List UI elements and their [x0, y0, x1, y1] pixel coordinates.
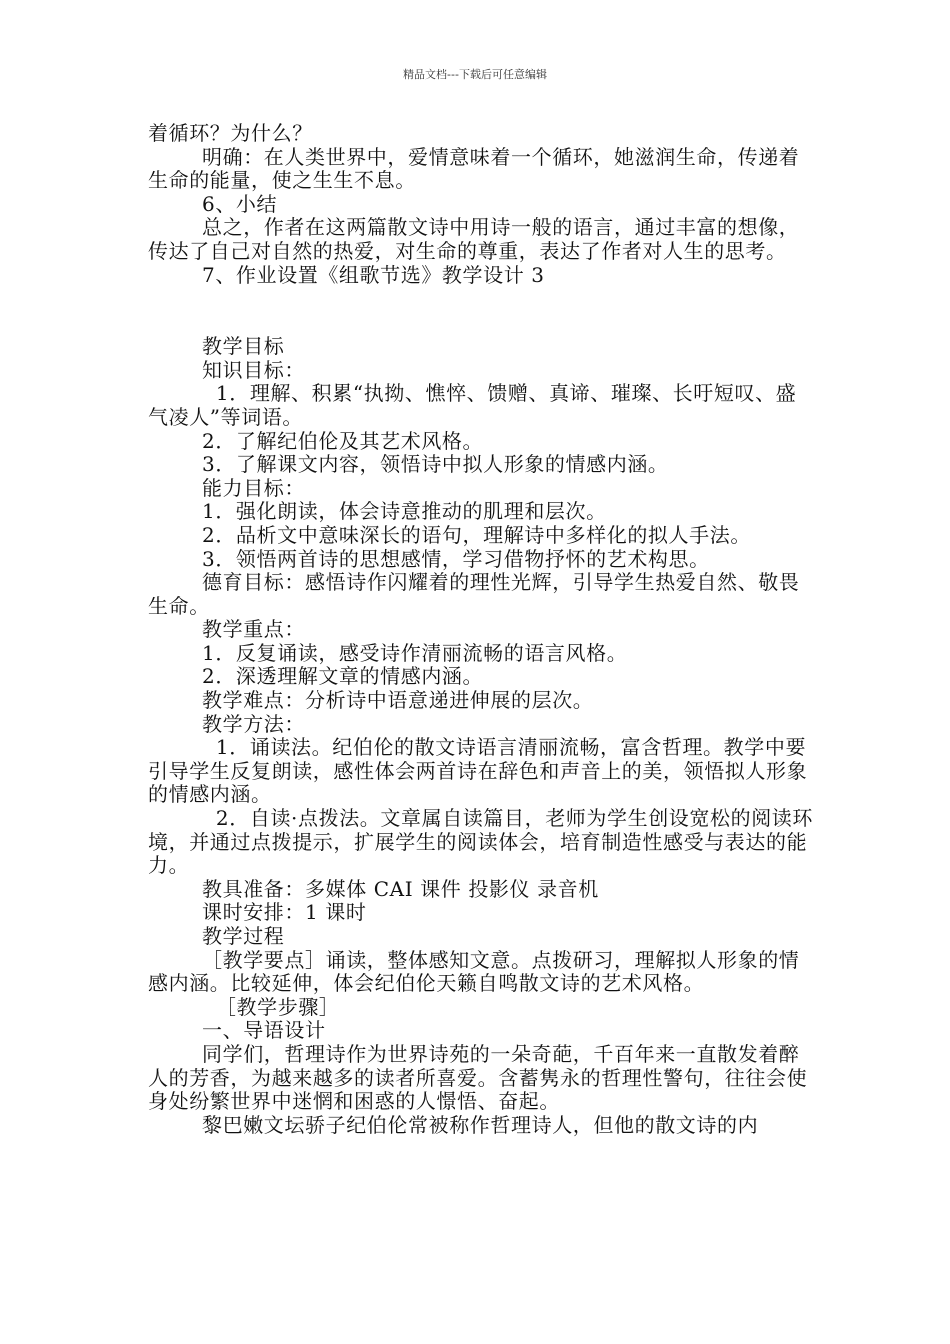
paragraph: 1．强化朗读，体会诗意推动的肌理和层次。 [202, 499, 607, 524]
paragraph: 德育目标：感悟诗作闪耀着的理性光辉，引导学生热爱自然、敬畏生命。 [148, 570, 800, 618]
paragraph: 教学方法： [202, 711, 305, 736]
paragraph: 1．诵读法。纪伯伦的散文诗语言清丽流畅，富含哲理。教学中要引导学生反复朗读，感性体会两首诗在辞色和声音上的美，领悟拟人形象的情感内涵。 [148, 735, 808, 807]
paragraph: 总之，作者在这两篇散文诗中用诗一般的语言，通过丰富的想像，传达了自己对自然的热爱，对生命的尊重，表达了作者对人生的思考。 [148, 215, 800, 263]
paragraph: 2．自读·点拨法。文章属自读篇目，老师为学生创设宽松的阅读环境，并通过点拨提示，扩展学生的阅读体会，培育制造性感受与表达的能力。 [148, 806, 814, 878]
paragraph: 教学目标 [202, 334, 285, 359]
paragraph: 明确：在人类世界中，爱情意味着一个循环，她滋润生命，传递着生命的能量，使之生生不息。 [148, 144, 800, 193]
paragraph: 教学难点：分析诗中语意递进伸展的层次。 [202, 688, 594, 713]
section-gap [148, 287, 814, 335]
page-header: 精品文档---下载后可任意编辑 [403, 68, 547, 81]
paragraph: 1．理解、积累“执拗、憔悴、馈赠、真谛、璀璨、长吁短叹、盛气凌人”等词语。 [148, 381, 797, 429]
paragraph: 教具准备：多媒体 CAI 课件 投影仪 录音机 [202, 876, 599, 901]
paragraph: 课时安排：1 课时 [202, 900, 367, 925]
paragraph: 7、作业设置《组歌节选》教学设计 3 [202, 262, 545, 287]
paragraph: 3．了解课文内容，领悟诗中拟人形象的情感内涵。 [202, 452, 669, 477]
paragraph: ［教学要点］诵读，整体感知文意。点拨研习，理解拟人形象的情感内涵。比较延伸，体会纪伯伦天籁自鸣散文诗的艺术风格。 [148, 947, 800, 996]
paragraph: 教学过程 [202, 924, 285, 948]
paragraph: ［教学步骤］ [202, 994, 340, 1019]
paragraph: 同学们，哲理诗作为世界诗苑的一朵奇葩，千百年来一直散发着醉人的芳香，为越来越多的读者所喜爱。含蓄隽永的哲理性警句，往往会使身处纷繁世界中迷惘和困惑的人憬悟、奋起。 [148, 1041, 808, 1114]
document-body [148, 122, 814, 1137]
paragraph: 教学重点： [202, 617, 305, 642]
paragraph: 1．反复诵读，感受诗作清丽流畅的语言风格。 [202, 640, 628, 665]
paragraph: 着循环？为什么？ [148, 121, 313, 145]
paragraph: 6、小结 [202, 191, 278, 216]
paragraph: 能力目标： [202, 475, 305, 500]
paragraph: 一、导语设计 [202, 1018, 326, 1043]
paragraph: 2．深透理解文章的情感内涵。 [202, 664, 484, 689]
lesson-plan-section [148, 335, 814, 1137]
paragraph: 2．品析文中意味深长的语句，理解诗中多样化的拟人手法。 [202, 522, 751, 547]
top-section [148, 122, 814, 287]
paragraph: 黎巴嫩文坛骄子纪伯伦常被称作哲理诗人，但他的散文诗的内 [202, 1112, 759, 1137]
paragraph: 3．领悟两首诗的思想感情，学习借物抒怀的艺术构思。 [202, 546, 710, 571]
paragraph: 2．了解纪伯伦及其艺术风格。 [202, 428, 484, 453]
paragraph: 知识目标： [202, 357, 305, 382]
